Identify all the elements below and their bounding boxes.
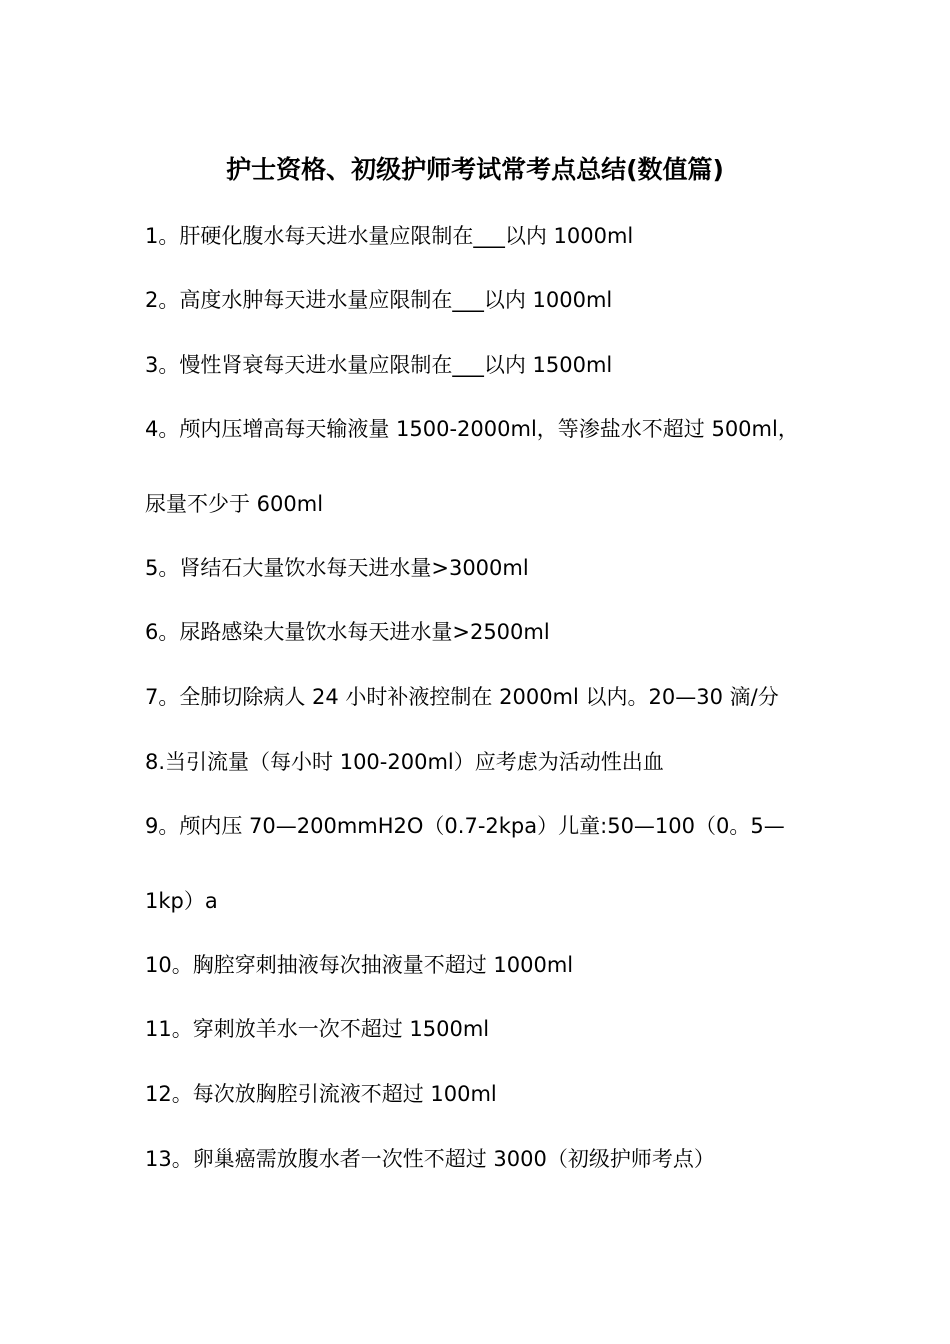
list-item-2: 2。高度水肿每天进水量应限制在___以内 1000ml [145, 288, 613, 312]
list-item-4-continuation: 尿量不少于 600ml [145, 492, 324, 516]
list-item-9: 9。颅内压 70—200mmH2O（0.7-2kpa）儿童:50—100（0。5— [145, 814, 785, 838]
list-item-10: 10。胸腔穿刺抽液每次抽液量不超过 1000ml [145, 953, 574, 977]
list-item-9-continuation: 1kp）a [145, 889, 218, 913]
list-item-7: 7。全肺切除病人 24 小时补液控制在 2000ml 以内。20—30 滴/分 [145, 685, 779, 709]
list-item-11: 11。穿刺放羊水一次不超过 1500ml [145, 1017, 490, 1041]
list-item-6: 6。尿路感染大量饮水每天进水量>2500ml [145, 620, 550, 644]
document-title: 护士资格、初级护师考试常考点总结(数值篇) [226, 155, 724, 184]
list-item-4: 4。颅内压增高每天输液量 1500-2000ml，等渗盐水不超过 500ml， [145, 417, 799, 441]
list-item-12: 12。每次放胸腔引流液不超过 100ml [145, 1082, 497, 1106]
list-item-8: 8.当引流量（每小时 100-200ml）应考虑为活动性出血 [145, 750, 664, 774]
list-item-13: 13。卵巢癌需放腹水者一次性不超过 3000（初级护师考点） [145, 1147, 715, 1171]
list-item-3: 3。慢性肾衰每天进水量应限制在___以内 1500ml [145, 353, 613, 377]
list-item-5: 5。肾结石大量饮水每天进水量>3000ml [145, 556, 529, 580]
list-item-1: 1。肝硬化腹水每天进水量应限制在___以内 1000ml [145, 224, 634, 248]
